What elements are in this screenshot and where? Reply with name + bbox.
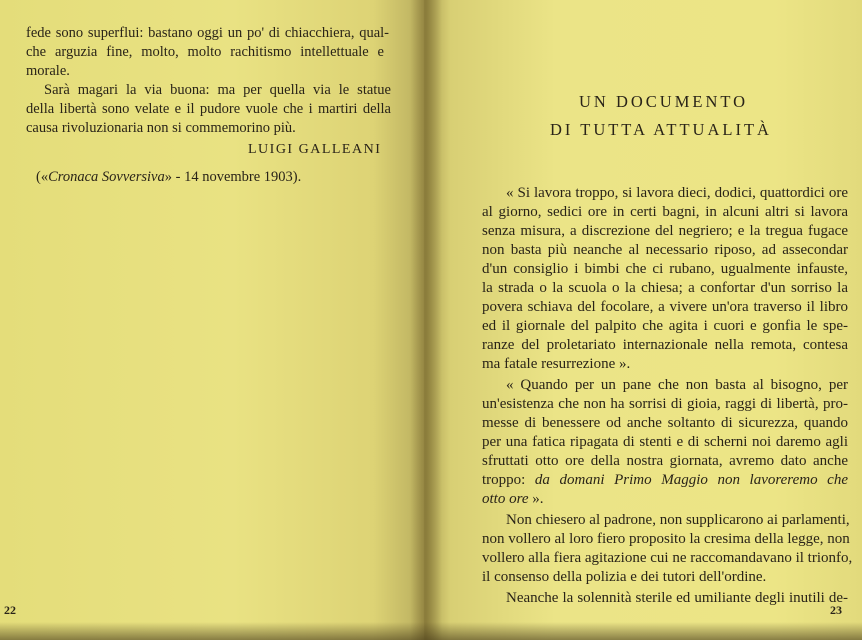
troppo-plain: troppo: — [482, 472, 535, 488]
otto-plain: ». — [528, 491, 544, 507]
body-line-9: ranze del proletariato internazionale nella remota, contesa — [482, 337, 848, 353]
body-line-15: sfruttati otto ore della nostra giornata, avremo dato anche — [482, 453, 848, 469]
source-open: (« — [36, 169, 49, 185]
article-title-line-1: UN DOCUMENTO — [579, 92, 749, 111]
body-line-16 — [482, 471, 848, 489]
body-line-17 — [482, 490, 544, 508]
body-line-19: non vollero al loro fiero proposito la cresima della legge, non — [482, 531, 850, 547]
left-line-6: causa rivoluzionaria non si commemorino più. — [26, 120, 296, 136]
troppo-italic: da domani Primo Maggio non lavoreremo che — [534, 472, 848, 488]
body-line-2: al giorno, sedici ore in certi bagni, in alcuni altri si lavora — [482, 204, 848, 220]
left-line-5: della libertà sono velate e il pudore vuole che i martiri della — [26, 101, 391, 117]
body-line-22: Neanche la solennità sterile ed umiliante degli inutili de- — [506, 590, 848, 606]
left-page-number: 22 — [4, 603, 16, 617]
body-line-10: ma fatale resurrezione ». — [482, 356, 631, 372]
body-line-6: la strada o la scuola o la chiesa; a confortar d'un sorriso la — [482, 280, 848, 296]
page-bottom-edge — [0, 622, 862, 640]
article-title-line-2: DI TUTTA ATTUALITÀ — [550, 120, 772, 139]
book-gutter — [410, 0, 442, 640]
body-line-12: un'esistenza che non ha sorrisi di gioia, raggi di libertà, pro- — [482, 396, 848, 412]
otto-italic: otto ore — [482, 491, 529, 507]
body-line-20: vollero alla fiera agitazione cui ne raccomandavano il trionfo, — [482, 550, 853, 566]
right-page — [424, 0, 862, 640]
left-line-2: che arguzia fine, molto, molto rachitismo intellettuale e — [26, 44, 384, 60]
left-page — [0, 0, 424, 640]
left-line-3: morale. — [26, 63, 70, 79]
left-line-1: fede sono superflui: bastano oggi un po' di chiacchiera, qual- — [26, 25, 389, 41]
body-line-14: per una fatica ripagata di stenti e di scherni noi daremo agli — [482, 434, 848, 450]
body-line-21: il consenso della polizia e dei tutori dell'ordine. — [482, 569, 767, 585]
body-line-4: non basta più neanche al necessario riposo, ad assecondar — [482, 242, 848, 258]
right-page-number: 23 — [830, 603, 842, 617]
author-signature: LUIGI GALLEANI — [248, 142, 382, 157]
body-line-7: povera schiava del focolare, a vivere un'ora traverso il libro — [482, 299, 848, 315]
body-line-1: « Si lavora troppo, si lavora dieci, dodici, quattordici ore — [506, 185, 848, 201]
left-line-4: Sarà magari la via buona: ma per quella via le statue — [44, 82, 391, 98]
source-title: Cronaca Sovversiva — [48, 169, 165, 185]
body-line-8: ed il giornale del palpito che agita i cuori e gonfia le spe- — [482, 318, 848, 334]
body-line-11: « Quando per un pane che non basta al bisogno, per — [506, 377, 848, 393]
source-citation — [36, 168, 301, 186]
body-line-3: senza misura, a discrezione del negriero; e la tregua fugace — [482, 223, 848, 239]
body-line-5: d'un consiglio i bimbi che ci rubano, ugualmente infauste, — [482, 261, 848, 277]
body-line-13: messe di benessere od anche soltanto di sicurezza, quando — [482, 415, 848, 431]
body-line-18: Non chiesero al padrone, non supplicarono ai parlamenti, — [506, 512, 850, 528]
source-rest: » - 14 novembre 1903). — [164, 169, 302, 185]
